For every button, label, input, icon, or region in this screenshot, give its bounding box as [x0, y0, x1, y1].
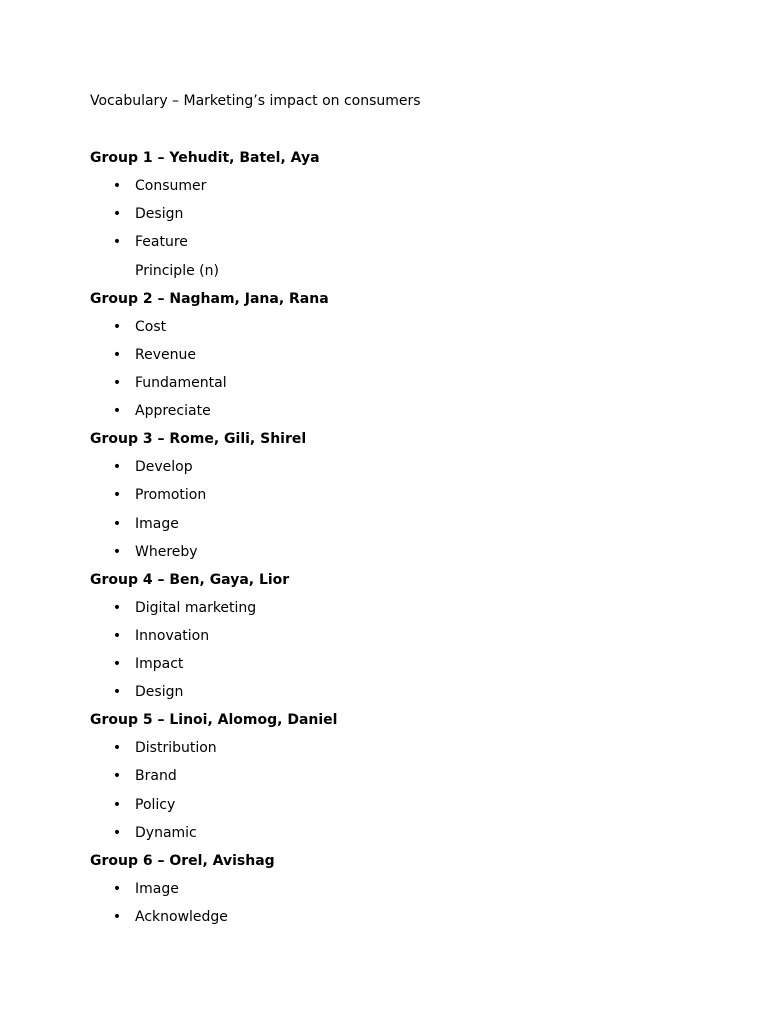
list-item — [90, 542, 710, 562]
bullet-icon: • — [112, 318, 122, 335]
term-label: Revenue — [135, 346, 196, 363]
group-heading: Group 5 – Linoi, Alomog, Daniel — [90, 712, 338, 729]
term-label: Design — [135, 206, 184, 223]
term-label: Impact — [135, 656, 184, 673]
list-item — [90, 823, 710, 843]
list-item — [90, 626, 710, 646]
group-heading: Group 3 – Rome, Gili, Shirel — [90, 431, 307, 448]
term-label: Principle (n) — [135, 262, 219, 279]
term-label: Fundamental — [135, 374, 227, 391]
term-label: Digital marketing — [135, 599, 257, 616]
term-list — [90, 598, 710, 703]
term-label: Distribution — [135, 740, 217, 757]
bullet-icon: • — [112, 459, 122, 476]
list-item — [90, 766, 710, 786]
list-item — [90, 176, 710, 196]
group-heading: Group 6 – Orel, Avishag — [90, 852, 275, 869]
term-label: Image — [135, 515, 179, 532]
group-1 — [90, 148, 710, 281]
group-3 — [90, 429, 710, 562]
term-label: Promotion — [135, 487, 207, 504]
term-list — [90, 738, 710, 843]
term-list — [90, 317, 710, 422]
bullet-icon: • — [112, 824, 122, 841]
bullet-icon: • — [112, 909, 122, 925]
bullet-icon: • — [112, 796, 122, 813]
term-label: Acknowledge — [135, 909, 228, 925]
term-list — [90, 176, 710, 281]
document-title: Vocabulary – Marketing’s impact on consumers — [90, 93, 421, 109]
term-label: Develop — [135, 459, 193, 476]
term-list — [90, 457, 710, 562]
bullet-icon: • — [112, 880, 122, 897]
bullet-icon: • — [112, 346, 122, 363]
term-label: Brand — [135, 768, 177, 785]
bullet-icon: • — [112, 515, 122, 532]
term-label: Appreciate — [135, 403, 211, 420]
document-page — [90, 91, 710, 935]
term-label: Policy — [135, 796, 176, 813]
list-item — [90, 598, 710, 618]
list-item — [90, 261, 710, 281]
term-label: Innovation — [135, 627, 210, 644]
term-label: Feature — [135, 234, 188, 251]
bullet-icon: • — [112, 684, 122, 701]
list-item — [90, 373, 710, 393]
list-item — [90, 682, 710, 702]
list-item — [90, 738, 710, 758]
bullet-icon: • — [112, 487, 122, 504]
list-item — [90, 401, 710, 421]
term-label: Consumer — [135, 178, 207, 194]
bullet-icon: • — [112, 374, 122, 391]
group-heading: Group 1 – Yehudit, Batel, Aya — [90, 150, 320, 166]
group-4 — [90, 570, 710, 703]
list-item — [90, 654, 710, 674]
bullet-icon: • — [112, 599, 122, 616]
list-item — [90, 204, 710, 224]
list-item — [90, 317, 710, 337]
list-item — [90, 232, 710, 252]
list-item — [90, 514, 710, 534]
term-label: Design — [135, 684, 184, 701]
list-item — [90, 795, 710, 815]
list-item — [90, 907, 710, 927]
term-label: Cost — [135, 318, 167, 335]
bullet-icon: • — [112, 206, 122, 223]
list-item — [90, 485, 710, 505]
group-6 — [90, 851, 710, 927]
group-5 — [90, 710, 710, 843]
bullet-icon: • — [112, 403, 122, 420]
term-label: Whereby — [135, 543, 198, 560]
term-label: Dynamic — [135, 824, 197, 841]
bullet-icon: • — [112, 178, 122, 194]
bullet-icon: • — [112, 768, 122, 785]
bullet-icon: • — [112, 740, 122, 757]
bullet-icon: • — [112, 234, 122, 251]
list-item — [90, 879, 710, 899]
bullet-icon: • — [112, 543, 122, 560]
group-2 — [90, 289, 710, 422]
term-list — [90, 879, 710, 927]
group-heading: Group 2 – Nagham, Jana, Rana — [90, 290, 329, 307]
group-heading: Group 4 – Ben, Gaya, Lior — [90, 571, 290, 588]
bullet-icon: • — [112, 656, 122, 673]
bullet-icon: • — [112, 627, 122, 644]
list-item — [90, 457, 710, 477]
term-label: Image — [135, 880, 179, 897]
list-item — [90, 345, 710, 365]
